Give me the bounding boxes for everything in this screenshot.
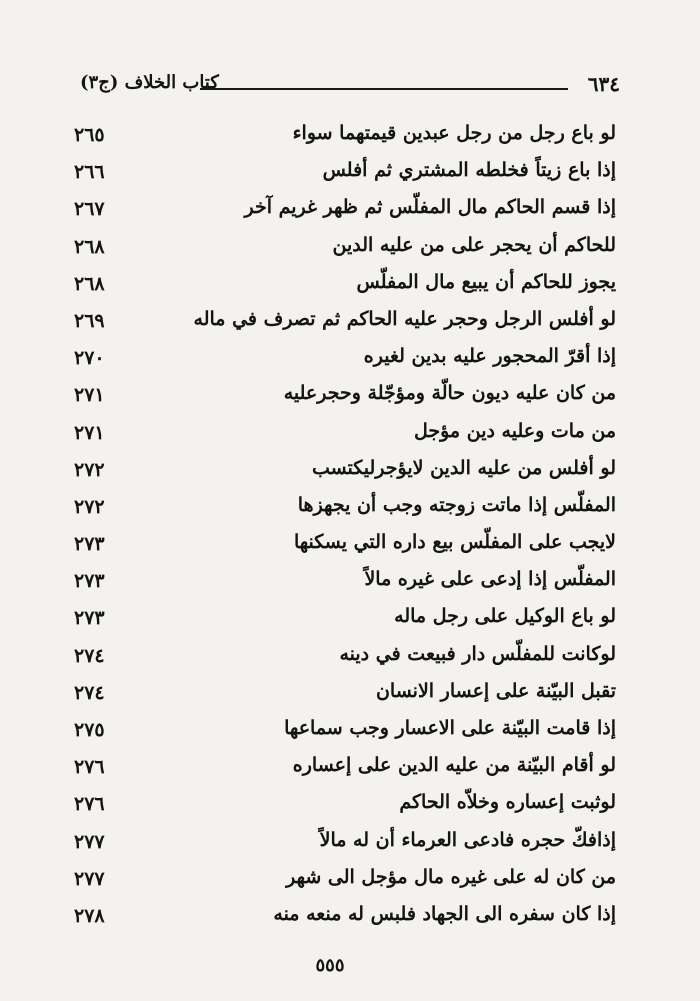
entry-page-number: ٢٦٥ xyxy=(74,124,105,146)
entry-title: لو باع الوكيل على رجل ماله xyxy=(394,605,616,628)
index-entry xyxy=(74,713,616,750)
entry-title: للحاكم أن يحجر على من عليه الدين xyxy=(332,233,616,256)
entry-page-number: ٢٧٤ xyxy=(74,644,105,667)
entry-title: إذافكّ حجره فادعى العرماء أن له مالاً xyxy=(319,828,616,851)
index-entry xyxy=(74,416,616,453)
index-entry xyxy=(74,862,616,899)
entry-page-number: ٢٧١ xyxy=(74,421,105,444)
entry-page-number: ٢٧١ xyxy=(74,384,105,407)
entry-page-number: ٢٦٨ xyxy=(74,235,105,258)
entry-title: إذا باع زيتاً فخلطه المشتري ثم أفلس xyxy=(322,159,616,182)
page-header xyxy=(80,72,620,102)
entry-title: لوكانت للمفلّس دار فبيعت في دينه xyxy=(339,642,616,665)
index-entry xyxy=(74,825,616,862)
entry-title: لو أقام البيّنة من عليه الدين على إعساره xyxy=(292,754,616,777)
index-entry xyxy=(74,118,616,155)
header-rule xyxy=(200,88,568,90)
entry-title: لو أفلس الرجل وحجر عليه الحاكم ثم تصرف في ماله xyxy=(193,307,616,330)
index-entry xyxy=(74,527,616,564)
entry-title: يجوز للحاكم أن يبيع مال المفلّس xyxy=(356,270,616,293)
entry-title: المفلّس إذا ماتت زوجته وجب أن يجهزها xyxy=(297,493,616,516)
entry-page-number: ٢٧٢ xyxy=(74,458,105,481)
entry-page-number: ٢٦٩ xyxy=(74,309,105,332)
index-entry xyxy=(74,639,616,676)
entry-title: المفلّس إذا إدعى على غيره مالاً xyxy=(364,568,616,591)
index-entry xyxy=(74,787,616,824)
entry-title: لو أفلس من عليه الدين لايؤجرليكتسب xyxy=(311,456,616,479)
index-entry xyxy=(74,155,616,192)
entry-page-number: ٢٧٨ xyxy=(74,904,105,927)
entry-page-number: ٢٧٦ xyxy=(74,793,105,816)
index-entry xyxy=(74,490,616,527)
entry-title: من مات وعليه دين مؤجل xyxy=(413,419,616,442)
entry-title: لايجب على المفلّس بيع داره التي يسكنها xyxy=(293,531,616,554)
entry-page-number: ٢٧٧ xyxy=(74,867,105,890)
entry-page-number: ٢٦٨ xyxy=(74,272,105,295)
entry-page-number: ٢٦٧ xyxy=(74,198,105,221)
index-entry xyxy=(74,341,616,378)
index-entry xyxy=(74,899,616,936)
entry-page-number: ٢٧٣ xyxy=(74,570,105,593)
entry-title: من كان عليه ديون حالّة ومؤجّلة وحجرعليه xyxy=(283,382,616,405)
index-list xyxy=(74,118,616,936)
entry-title: إذا قامت البيّنة على الاعسار وجب سماعها xyxy=(284,717,616,739)
index-entry xyxy=(74,564,616,601)
index-entry xyxy=(74,453,616,490)
index-entry xyxy=(74,230,616,267)
entry-title: من كان له على غيره مال مؤجل الى شهر xyxy=(286,865,616,888)
index-entry xyxy=(74,676,616,713)
entry-page-number: ٢٧٤ xyxy=(74,681,105,704)
page-number: ٦٣٤ xyxy=(587,72,620,96)
entry-page-number: ٢٧٦ xyxy=(74,756,105,779)
entry-title: إذا كان سفره الى الجهاد فلبس له منعه منه xyxy=(273,902,616,925)
index-entry xyxy=(74,192,616,229)
entry-page-number: ٢٦٦ xyxy=(74,161,105,184)
index-entry xyxy=(74,750,616,787)
index-entry xyxy=(74,378,616,415)
index-entry xyxy=(74,304,616,341)
index-entry xyxy=(74,267,616,304)
entry-page-number: ٢٧٣ xyxy=(74,607,105,630)
entry-title: لوثبت إعساره وخلاّه الحاكم xyxy=(399,791,616,814)
entry-page-number: ٢٧٥ xyxy=(74,719,105,741)
entry-title: إذا أقرّ المحجور عليه بدين لغيره xyxy=(363,345,616,368)
entry-title: إذا قسم الحاكم مال المفلّس ثم ظهر غريم آخر xyxy=(244,196,616,219)
entry-page-number: ٢٧٠ xyxy=(74,347,105,370)
footer-mark: ٥٥٥ xyxy=(315,955,345,976)
entry-page-number: ٢٧٧ xyxy=(74,830,105,853)
entry-title: لو باع رجل من رجل عبدين قيمتهما سواء xyxy=(292,122,616,144)
entry-page-number: ٢٧٢ xyxy=(74,495,105,518)
index-entry xyxy=(74,601,616,638)
entry-page-number: ٢٧٣ xyxy=(74,533,105,556)
entry-title: تقبل البيّنة على إعسار الانسان xyxy=(375,679,616,702)
book-title: كتاب الخلاف (ج٣) xyxy=(80,72,219,93)
